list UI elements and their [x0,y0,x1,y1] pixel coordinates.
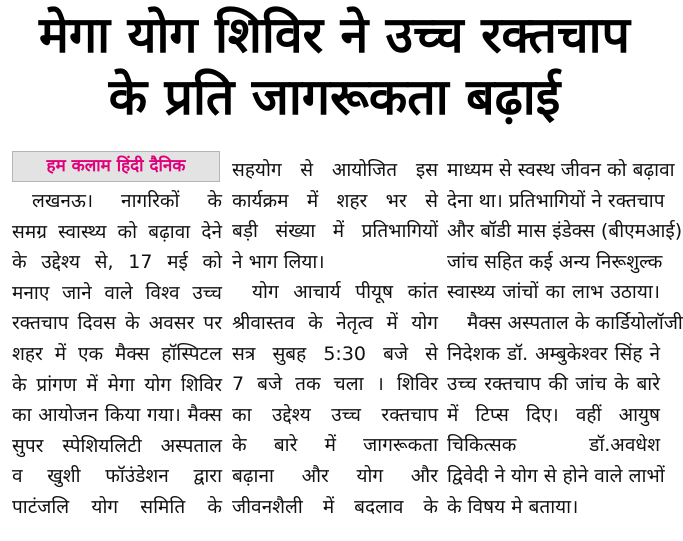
text-line: का उद्देश्य उच्च रक्तचाप [232,403,438,426]
text-line: रक्तचाप दिवस के अवसर पर [12,312,222,335]
text-line: जीवनशैली में बदलाव के [232,495,438,518]
headline-line-2: के प्रति जागरूकता बढ़ाई [108,68,561,126]
text-line: समग्र स्वास्थ्य को बढ़ावा देने [12,220,222,243]
text-line: के विषय मे बताया। [447,495,579,518]
text-line: का आयोजन किया गया। मैक्स [12,404,222,427]
text-line: जांच सहित कई अन्य निरूशुल्क [447,250,663,273]
text-line: लखनऊ। नागरिकों के [32,190,222,212]
text-line: निदेशक डॉ. अम्बुकेश्वर सिंह ने [447,342,660,365]
text-line: श्रीवास्तव के नेतृत्व में योग [232,311,438,334]
text-line: पाटंजलि योग समिति के [12,495,222,518]
source-label: हम कलाम हिंदी दैनिक [12,151,220,182]
text-line: सहयोग से आयोजित इस [232,159,438,181]
text-line: स्वास्थ्य जांचों का लाभ उठाया। [447,281,660,304]
text-line: सुपर स्पेशियलिटी अस्पताल [12,434,222,457]
article-column-2 [232,155,438,522]
text-line: के उद्देश्य से, 17 मई को [12,251,222,274]
text-line: द्विवेदी ने योग से होने वाले लाभों [447,464,665,487]
text-line: देना था। प्रतिभागियों ने रक्तचाप [447,189,665,212]
text-line: कार्यक्रम में शहर भर से [232,189,438,212]
text-line: सत्र सुबह 5:30 बजे से [232,342,438,365]
text-line: 7 बजे तक चला । शिविर [232,373,438,396]
text-line: मैक्स अस्पताल के कार्डियोलॉजी [467,311,683,334]
text-line: बड़ी संख्या में प्रतिभागियों [232,220,438,243]
text-line: ने भाग लिया। [232,250,325,273]
text-line: उच्च रक्तचाप की जांच के बारे [447,373,660,396]
headline [0,4,669,128]
text-line: में टिप्स दिए। वहीं आयुष [447,403,660,426]
text-line: मनाए जाने वाले विश्व उच्च [12,281,222,304]
article-column-3 [447,155,683,522]
text-line: के प्रांगण में मेगा योग शिविर [12,373,222,396]
text-line: और बॉडी मास इंडेक्स (बीएमआई) [447,220,683,243]
text-line: चिकित्सक डॉ.अवधेश [447,434,660,457]
article-column-1 [12,186,222,523]
text-line: शहर में एक मैक्स हॉस्पिटल [12,342,222,365]
text-line: के बारे में जागरूकता [232,434,438,457]
text-line: बढ़ाना और योग और [232,464,438,487]
text-line: योग आचार्य पीयूष कांत [252,281,438,304]
text-line: व खुशी फॉउंडेशन द्वारा [12,465,222,488]
headline-line-1: मेगा योग शिविर ने उच्च रक्तचाप [39,6,630,64]
text-line: माध्यम से स्वस्थ जीवन को बढ़ावा [447,159,675,181]
